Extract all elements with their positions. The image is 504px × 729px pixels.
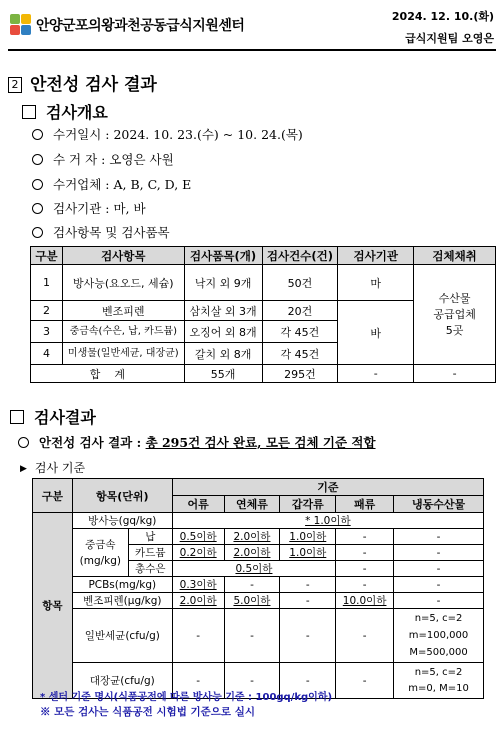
table-cell: 방사능(gq/kg) [72, 513, 172, 529]
overview-label: 수거업체 [53, 177, 102, 192]
page-header [0, 0, 504, 50]
org-name: 안양군포의왕과천공동급식지원센터 [36, 18, 245, 34]
col-header: 구분 [31, 247, 63, 265]
footnote-radiation: * 센터 기준 명시(식품공전에 따른 방사능 기준 : 100gq/kg이하) [40, 692, 333, 703]
subtitle-text: 검사 기준 [34, 461, 86, 475]
table-cell: - [336, 577, 394, 593]
table-cell: 1.0이하 [280, 529, 336, 545]
overview-value: 마, 바 [113, 201, 146, 216]
table-cell: 카드뮴 [128, 545, 172, 561]
table-cell: - [336, 545, 394, 561]
inspection-table [30, 246, 496, 383]
table-cell: - [280, 577, 336, 593]
table-cell: 4 [31, 343, 63, 365]
table-cell [172, 513, 483, 529]
table-cell: - [336, 529, 394, 545]
results-title-text: 검사결과 [34, 408, 96, 427]
overview-item-date: 수거일시 : 2024. 10. 23.(수) ~ 10. 24.(목) [32, 125, 303, 143]
table-cell: 벤조피렌(μg/kg) [72, 593, 172, 609]
table-cell: - [394, 561, 484, 577]
circle-bullet-icon [32, 227, 43, 238]
table-row [33, 609, 484, 663]
table-cell: 0.3이하 [172, 577, 224, 593]
overview-label: 수거일시 [53, 127, 102, 142]
section-number: 2 [8, 77, 22, 93]
table-cell: - [224, 663, 280, 699]
table-cell: - [338, 365, 414, 383]
table-cell: n=5, c=2 m=100,000 M=500,000 [394, 609, 484, 663]
col-header: 구분 [33, 479, 73, 513]
overview-item-collector: 수 거 자 : 오영은 사원 [32, 150, 174, 168]
overview-value: 오영은 사원 [109, 152, 174, 167]
circle-bullet-icon [32, 203, 43, 214]
table-cell: 벤조피렌 [62, 301, 184, 321]
table-cell: 295건 [262, 365, 338, 383]
section-title-text: 안전성 검사 결과 [30, 75, 157, 95]
overview-item-agency: 검사기관 : 마, 바 [32, 199, 146, 217]
table-cell: 납 [128, 529, 172, 545]
table-cell: 마 [338, 265, 414, 301]
table-cell: 3 [31, 321, 63, 343]
table-cell: - [394, 593, 484, 609]
radiation-value: * 1.0이하 [305, 515, 351, 527]
table-row [33, 529, 484, 545]
overview-value: 2024. 10. 23.(수) ~ 10. 24.(목) [113, 127, 303, 142]
table-cell: 낙지 외 9개 [184, 265, 262, 301]
summary-value: 총 295건 검사 완료, 모든 검체 기준 적합 [145, 435, 376, 450]
col-header: 검사건수(건) [262, 247, 338, 265]
table-cell: - [336, 561, 394, 577]
table-cell: 중금속 (mg/kg) [72, 529, 128, 577]
circle-bullet-icon [32, 179, 43, 190]
results-title [10, 405, 96, 428]
overview-item-vendors: 수거업체 : A, B, C, D, E [32, 175, 191, 193]
table-cell: 삼치살 외 3개 [184, 301, 262, 321]
summary-label: 안전성 검사 결과 : [39, 435, 142, 450]
table-cell: 각 45건 [262, 343, 338, 365]
table-total-row [31, 365, 496, 383]
circle-bullet-icon [32, 129, 43, 140]
table-cell: 중금속(수은, 납, 카드뮴) [62, 321, 184, 343]
circle-bullet-icon [18, 437, 29, 448]
table-row [31, 265, 496, 301]
overview-label: 검사기관 [53, 201, 102, 216]
table-row [33, 577, 484, 593]
standard-subtitle [20, 459, 85, 476]
table-row [33, 593, 484, 609]
col-header: 검사항목 [62, 247, 184, 265]
table-cell: - [394, 529, 484, 545]
overview-title-text: 검사개요 [46, 103, 108, 122]
col-header: 패류 [336, 496, 394, 513]
overview-value: A, B, C, D, E [113, 177, 192, 192]
header-divider [8, 49, 496, 51]
group-label: 항목 [33, 513, 73, 699]
table-cell: 20건 [262, 301, 338, 321]
col-header: 기준 [172, 479, 483, 496]
col-header: 검사품목(개) [184, 247, 262, 265]
col-header: 연체류 [224, 496, 280, 513]
table-cell: 0.2이하 [172, 545, 224, 561]
footnote-method: ※ 모든 검사는 식품공전 시험법 기준으로 실시 [40, 706, 256, 718]
overview-label: 수 거 자 [53, 152, 98, 167]
table-cell: 1.0이하 [280, 545, 336, 561]
overview-item-scope [32, 223, 170, 241]
table-cell: 10.0이하 [336, 593, 394, 609]
report-author: 급식지원팀 오영은 [405, 32, 494, 45]
col-header: 검체채취 [414, 247, 496, 265]
overview-label: 검사항목 및 검사품목 [53, 225, 170, 240]
table-cell: 갈치 외 8개 [184, 343, 262, 365]
result-summary [18, 433, 376, 451]
table-cell: - [172, 609, 224, 663]
table-cell: 방사능(요오드, 세슘) [62, 265, 184, 301]
table-cell: 2.0이하 [224, 529, 280, 545]
table-cell: - [414, 365, 496, 383]
table-cell: 2.0이하 [224, 545, 280, 561]
report-date: 2024. 12. 10.(화) [391, 10, 494, 23]
table-cell: 50건 [262, 265, 338, 301]
table-cell: 2.0이하 [172, 593, 224, 609]
table-cell: 55개 [184, 365, 262, 383]
circle-bullet-icon [32, 154, 43, 165]
table-cell: - [336, 663, 394, 699]
square-bullet-icon [10, 410, 24, 424]
square-bullet-icon [22, 105, 36, 119]
table-cell: 일반세균(cfu/g) [72, 609, 172, 663]
table-cell: - [394, 545, 484, 561]
table-cell: - [224, 577, 280, 593]
table-cell: - [224, 609, 280, 663]
table-cell: - [280, 609, 336, 663]
table-cell: 대장균(cfu/g) [72, 663, 172, 699]
table-cell: - [280, 593, 336, 609]
table-cell: 총수은 [128, 561, 172, 577]
overview-title [22, 100, 108, 123]
table-cell: 5.0이하 [224, 593, 280, 609]
col-header: 냉동수산물 [394, 496, 484, 513]
table-cell: - [394, 577, 484, 593]
table-cell: 각 45건 [262, 321, 338, 343]
col-header: 항목(단위) [72, 479, 172, 513]
standard-table [32, 478, 484, 699]
table-cell: PCBs(mg/kg) [72, 577, 172, 593]
col-header: 어류 [172, 496, 224, 513]
table-cell: n=5, c=2 m=0, M=10 [394, 663, 484, 699]
table-cell: 0.5이하 [172, 529, 224, 545]
col-header: 검사기관 [338, 247, 414, 265]
table-cell: - [172, 663, 224, 699]
center-logo-icon [10, 14, 32, 36]
table-cell: 바 [338, 301, 414, 365]
col-header: 갑각류 [280, 496, 336, 513]
table-row [33, 513, 484, 529]
triangle-bullet-icon: ▶ [20, 464, 27, 474]
table-cell: 미생물(일반세균, 대장균) [62, 343, 184, 365]
table-cell: - [280, 663, 336, 699]
table-cell: 오징어 외 8개 [184, 321, 262, 343]
table-cell: 0.5이하 [172, 561, 336, 577]
table-cell: 1 [31, 265, 63, 301]
table-cell: - [336, 609, 394, 663]
section-title [8, 70, 157, 95]
table-cell: 2 [31, 301, 63, 321]
sampling-cell: 수산물 공급업체 5곳 [414, 265, 496, 365]
total-label: 합 계 [31, 365, 185, 383]
